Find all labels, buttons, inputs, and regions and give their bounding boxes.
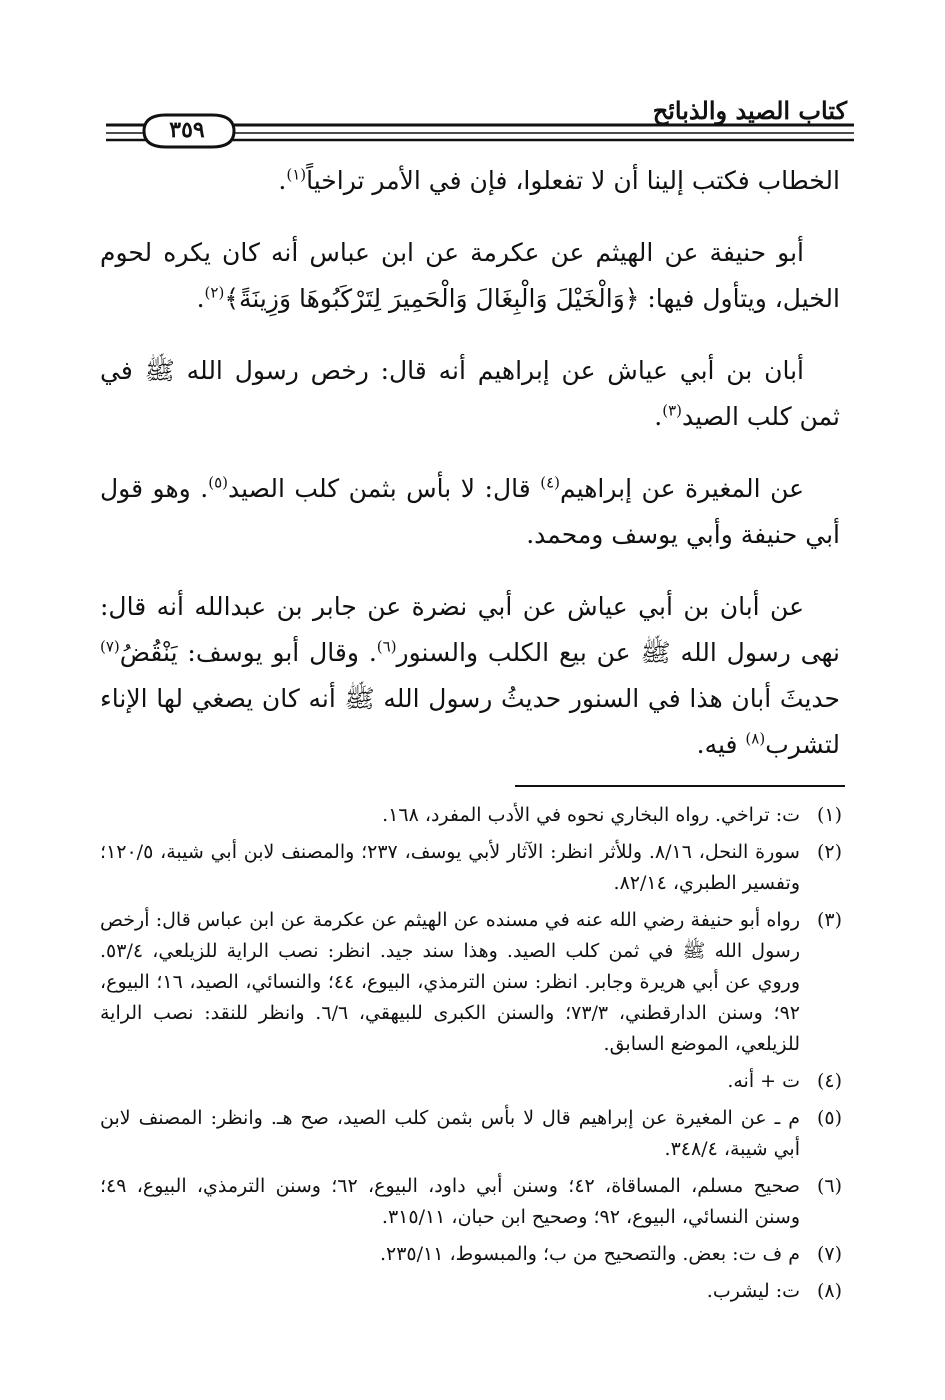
paragraph-text: أبو حنيفة عن الهيثم عن عكرمة عن ابن عباس أنه كان يكره لحوم الخيل، ويتأول فيها: ﴿وَالْخَيْلَ وَالْبِغَالَ وَالْحَمِيرَ لِتَرْكَبُوهَا وَزِينَةً﴾ (100, 238, 840, 313)
paragraph-text: . وهو قول أبي حنيفة وأبي يوسف ومحمد. (100, 474, 840, 549)
footnote-number: (٨) (816, 1280, 842, 1302)
paragraph-1 (100, 158, 840, 204)
footnote-ref: (٤) (540, 473, 561, 492)
footnote-text: م ف ت: بعض. والتصحيح من ب؛ والمبسوط، ٢٣٥/١١. (379, 1243, 800, 1265)
paragraph-text: الخطاب فكتب إلينا أن لا تفعلوا، فإن في الأمر تراخياً (306, 166, 840, 195)
footnote-4 (100, 1066, 842, 1097)
paragraph-text: فيه. (696, 730, 746, 759)
footnote-number: (٦) (816, 1175, 842, 1197)
footnote-text: ت: ليشرب. (706, 1280, 800, 1302)
footnote-text: م ـ عن المغيرة عن إبراهيم قال لا بأس بثمن كلب الصيد، صح هـ. وانظر: المصنف لابن أبي شيبة، ٣٤٨/٤. (100, 1107, 800, 1160)
footnote-ref: (٨) (745, 729, 766, 748)
footnote-8 (100, 1276, 842, 1307)
footnote-1 (100, 800, 842, 831)
paragraph-3 (100, 348, 840, 440)
footnote-ref: (٦) (376, 637, 397, 656)
footnote-number: (٢) (816, 841, 842, 863)
footnote-text: ت + أنه. (727, 1070, 800, 1092)
paragraph-5 (100, 584, 840, 768)
footnote-ref: (٧) (100, 637, 120, 656)
paragraph-text: حديثَ أبان هذا في السنور حديثُ رسول الله ﷺ أنه كان يصغي لها الإناء لتشرب (100, 684, 840, 759)
footnote-ref: (٣) (662, 401, 683, 420)
running-title: كتاب الصيد والذبائح (652, 96, 847, 125)
footnotes (100, 800, 842, 1313)
page-number: ٣٥٩ (169, 117, 205, 143)
footnote-number: (١) (816, 804, 842, 826)
footnote-text: ت: تراخي. رواه البخاري نحوه في الأدب المفرد، ١٦٨. (382, 804, 800, 826)
paragraph-text: . (654, 402, 663, 431)
footnote-3 (100, 905, 842, 1060)
footnote-6 (100, 1171, 842, 1233)
footnote-2 (100, 837, 842, 899)
footnote-text: رواه أبو حنيفة رضي الله عنه في مسنده عن الهيثم عن عكرمة عن ابن عباس قال: أرخص رسول الله ﷺ في ثمن كلب الصيد. وهذا سند جيد. انظر: نصب الراية للزيلعي، ٥٣/٤. وروي عن أبي هريرة وجابر. انظر: سنن الترمذي، البيوع، ٤٤؛ والنسائي، الصيد، ١٦؛ البيوع، ٩٢؛ وسنن الدارقطني، ٧٣/٣؛ والسنن الكبرى للبيهقي، ٦/٦. وانظر للنقد: نصب الراية للزيلعي، الموضع السابق. (100, 909, 801, 1055)
footnote-text: صحيح مسلم، المساقاة، ٤٢؛ وسنن أبي داود، البيوع، ٦٢؛ وسنن الترمذي، البيوع، ٤٩؛ وسنن النسائي، البيوع، ٩٢؛ وصحيح ابن حبان، ٣١٥/١١. (100, 1175, 801, 1228)
footnote-number: (٤) (816, 1070, 842, 1092)
footnote-separator (515, 785, 845, 787)
footnote-7 (100, 1239, 842, 1270)
footnote-ref: (٥) (208, 473, 228, 492)
paragraph-text: أبان بن أبي عياش عن إبراهيم أنه قال: رخص رسول الله ﷺ في ثمن كلب الصيد (100, 356, 840, 431)
footnote-number: (٥) (816, 1107, 842, 1129)
paragraph-text: عن أبان بن أبي عياش عن أبي نضرة عن جابر بن عبدالله أنه قال: نهى رسول الله ﷺ عن بيع الكلب والسنور (100, 592, 840, 667)
footnote-number: (٣) (816, 909, 842, 931)
main-text (100, 158, 840, 794)
paragraph-4 (100, 466, 840, 558)
paragraph-text: . (278, 166, 287, 195)
paragraph-text: عن المغيرة عن إبراهيم (560, 474, 805, 503)
footnote-ref: (٢) (204, 283, 225, 302)
footnote-text: سورة النحل، ٨/١٦. وللأثر انظر: الآثار لأبي يوسف، ٢٣٧؛ والمصنف لابن أبي شيبة، ١٢٠/٥؛ وتفسير الطبري، ٨٢/١٤. (100, 841, 800, 894)
paragraph-text: قال: لا بأس بثمن كلب الصيد (227, 474, 541, 503)
paragraph-2 (100, 230, 840, 322)
footnote-number: (٧) (816, 1243, 842, 1265)
paragraph-text: . وقال أبو يوسف: يَنْقُضُ (119, 638, 377, 667)
footnote-ref: (١) (286, 165, 307, 184)
paragraph-text: . (196, 284, 205, 313)
footnote-5 (100, 1103, 842, 1165)
